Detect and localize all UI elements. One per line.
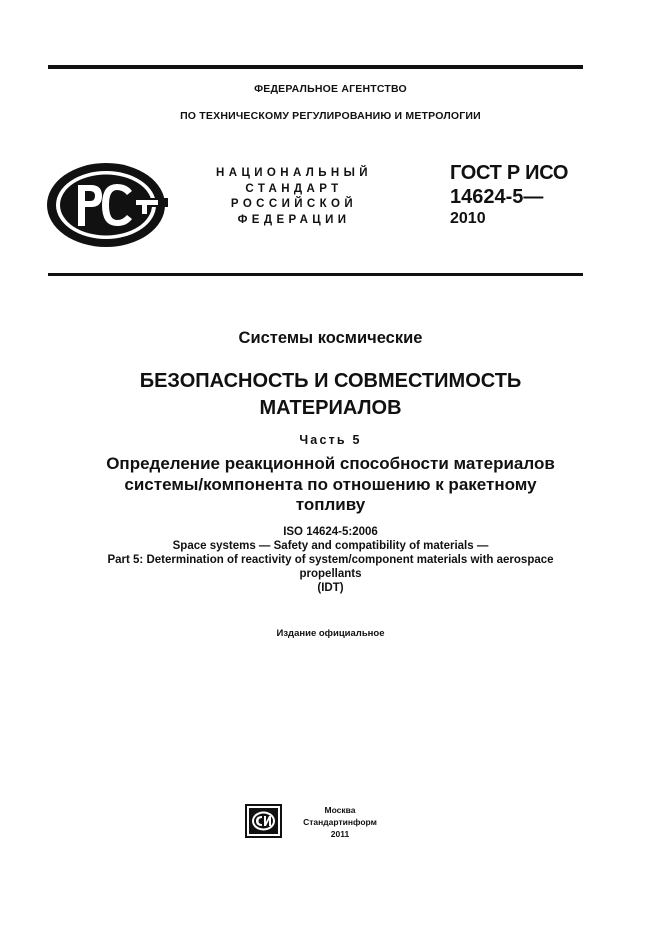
agency-name-line-2: ПО ТЕХНИЧЕСКОМУ РЕГУЛИРОВАНИЮ И МЕТРОЛОГИИ (180, 110, 481, 122)
part-label: Часть 5 (299, 433, 362, 447)
standartinform-logo-icon (245, 804, 282, 838)
iso-reference-line-5: (IDT) (317, 582, 344, 594)
series-title: Системы космические (238, 329, 423, 347)
subtitle-line-1: Определение реакционной способности материалов (106, 454, 555, 473)
standard-type-line-2: СТАНДАРТ (245, 182, 343, 195)
designation-line-1: ГОСТ Р ИСО (450, 162, 569, 184)
subtitle-line-2: системы/компонента по отношению к ракетному (124, 474, 537, 494)
iso-reference-line-2: Space systems — Safety and compatibility of materials — (172, 540, 489, 552)
standard-designation (450, 161, 568, 229)
iso-reference (0, 525, 661, 595)
top-rule (48, 65, 583, 69)
iso-reference-line-1: ISO 14624-5:2006 (283, 526, 378, 538)
standard-type-line-4: ФЕДЕРАЦИИ (237, 214, 351, 227)
standard-type-line-1: НАЦИОНАЛЬНЫЙ (216, 167, 372, 179)
main-title-line-2: МАТЕРИАЛОВ (259, 397, 402, 419)
standard-type-block (198, 166, 390, 229)
main-title (0, 368, 661, 422)
agency-name-line-1: ФЕДЕРАЛЬНОЕ АГЕНТСТВО (254, 83, 407, 95)
iso-reference-line-4: propellants (299, 568, 362, 580)
bottom-rule (48, 273, 583, 276)
iso-reference-line-3: Part 5: Determination of reactivity of system/component materials with aerospace (107, 554, 554, 566)
designation-line-2: 14624-5— (450, 186, 544, 208)
rst-certification-logo-icon (44, 160, 174, 250)
part-subtitle (0, 454, 661, 516)
publisher-year: 2011 (330, 829, 350, 839)
publisher-name: Стандартинформ (303, 817, 377, 827)
main-title-line-1: БЕЗОПАСНОСТЬ И СОВМЕСТИМОСТЬ (139, 370, 522, 392)
subtitle-line-3: топливу (295, 495, 366, 514)
publisher-block (292, 804, 388, 840)
publisher-city: Москва (324, 805, 356, 815)
designation-line-3: 2010 (450, 210, 486, 227)
edition-label: Издание официальное (276, 628, 385, 639)
standard-type-line-3: РОССИЙСКОЙ (230, 198, 358, 211)
